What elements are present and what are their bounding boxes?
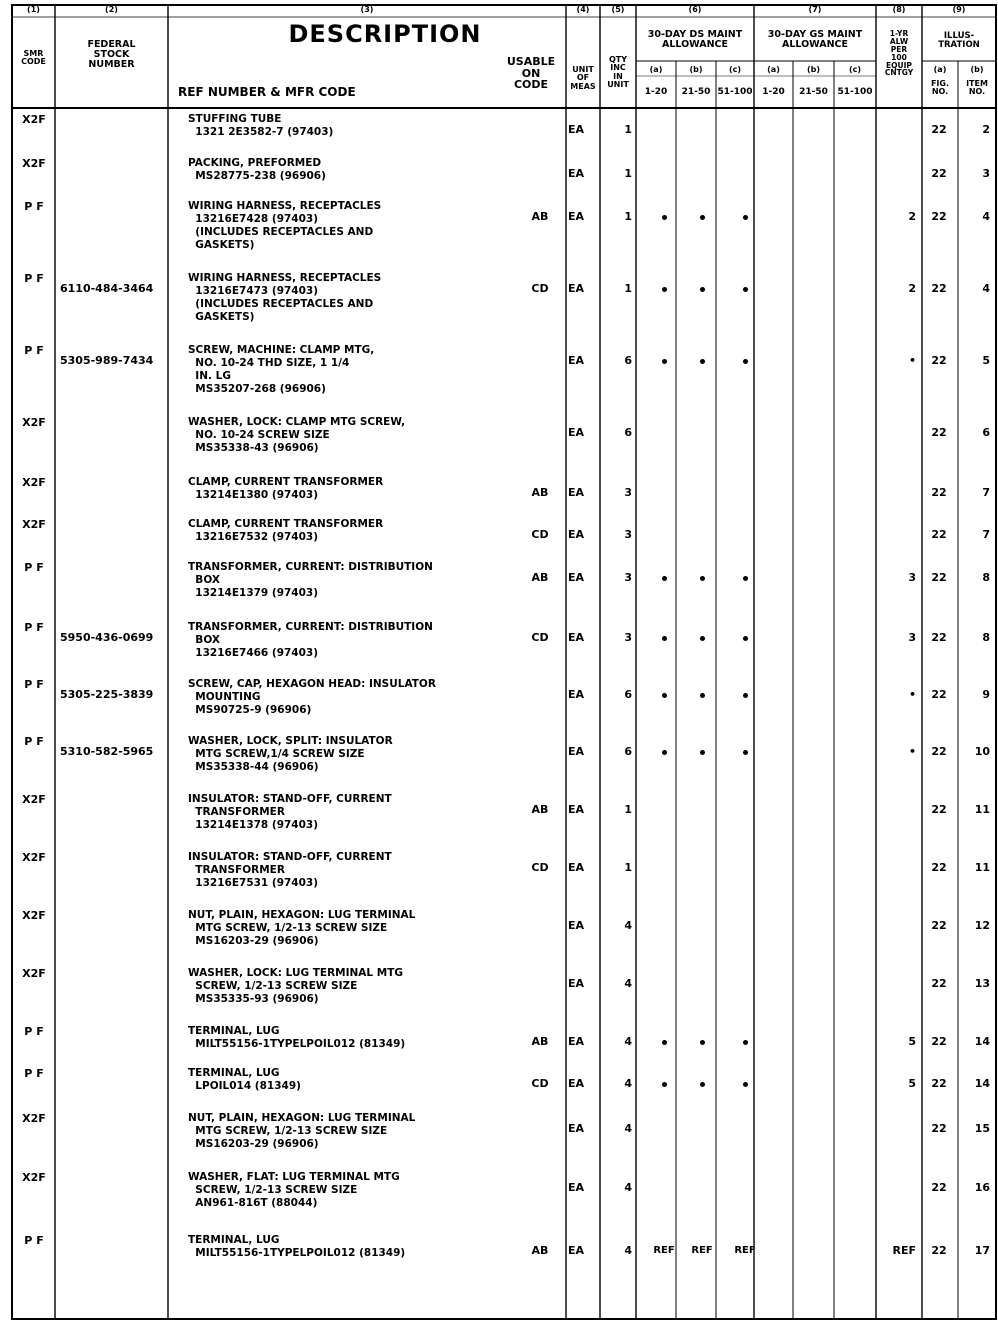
- figure-number: 22: [931, 167, 947, 180]
- smr-code: X2F: [22, 793, 46, 806]
- item-description: TERMINAL, LUG MILT55156-1TYPELPOIL012 (81349): [188, 1025, 406, 1050]
- item-number: 15: [974, 1122, 990, 1135]
- smr-code: P F: [24, 1025, 44, 1038]
- ds-allowance-a-dot: [662, 359, 667, 364]
- gs-range-c: 51-100: [837, 87, 873, 97]
- item-description: WIRING HARNESS, RECEPTACLES 13216E7473 (97403) (INCLUDES RECEPTACLES AND GASKETS): [188, 272, 382, 323]
- usable-on-code: AB: [531, 1244, 549, 1257]
- figure-number: 22: [931, 571, 947, 584]
- qty-inc-in-unit: 4: [624, 1077, 632, 1090]
- yr-alw-header: 1-YR ALW PER 100 EQUIP CNTGY: [884, 29, 914, 78]
- federal-stock-number: 5310-582-5965: [60, 745, 154, 758]
- ds-allowance-c-dot: [743, 693, 748, 698]
- col-num-4: (4): [576, 5, 590, 14]
- ds-allowance-b-dot: [700, 215, 705, 220]
- usable-on-code: AB: [531, 486, 549, 499]
- figure-number: 22: [931, 688, 947, 701]
- figure-number: 22: [931, 282, 947, 295]
- item-number: 13: [974, 977, 990, 990]
- qty-inc-header: QTY INC IN UNIT: [607, 55, 629, 90]
- smr-code: P F: [24, 561, 44, 574]
- unit-of-measure: EA: [568, 282, 585, 295]
- qty-inc-in-unit: 1: [624, 861, 632, 874]
- item-number: 4: [982, 210, 990, 223]
- ds-allowance-c-dot: [743, 576, 748, 581]
- yr-allowance: •: [908, 354, 916, 367]
- qty-inc-in-unit: 1: [624, 803, 632, 816]
- federal-stock-number-header: FEDERAL STOCK NUMBER: [87, 39, 136, 70]
- figure-number: 22: [931, 528, 947, 541]
- ds-allowance-b-dot: [700, 287, 705, 292]
- smr-code: P F: [24, 344, 44, 357]
- yr-allowance: 2: [908, 210, 916, 223]
- ds-range-b: 21-50: [681, 87, 711, 97]
- item-description: WASHER, FLAT: LUG TERMINAL MTG SCREW, 1/2-13 SCREW SIZE AN961-816T (88044): [188, 1171, 400, 1209]
- item-no-header: ITEM NO.: [966, 79, 988, 97]
- smr-code-header: SMR CODE: [21, 49, 46, 67]
- unit-of-measure: EA: [568, 167, 585, 180]
- illustration-header: ILLUS- TRATION: [938, 31, 980, 50]
- ds-allowance-b-dot: [700, 636, 705, 641]
- col-num-3: (3): [360, 5, 374, 14]
- ds-allowance-b-dot: [700, 1040, 705, 1045]
- ds-allowance-a-dot: [662, 1082, 667, 1087]
- smr-code: X2F: [22, 416, 46, 429]
- federal-stock-number: 5305-225-3839: [60, 688, 154, 701]
- item-description: INSULATOR: STAND-OFF, CURRENT TRANSFORMER 13216E7531 (97403): [188, 851, 392, 889]
- ds-sub-a: (a): [649, 65, 663, 74]
- ds-allowance-c-dot: [743, 359, 748, 364]
- col-num-5: (5): [611, 5, 625, 14]
- usable-on-code: CD: [531, 631, 549, 644]
- item-description: STUFFING TUBE 1321 2E3582-7 (97403): [188, 113, 334, 138]
- qty-inc-in-unit: 1: [624, 167, 632, 180]
- ds-allowance-a-dot: [662, 636, 667, 641]
- ds-allowance-b: REF: [691, 1245, 713, 1256]
- unit-of-measure: EA: [568, 354, 585, 367]
- qty-inc-in-unit: 6: [624, 688, 632, 701]
- unit-of-measure: EA: [568, 1077, 585, 1090]
- item-description: SCREW, MACHINE: CLAMP MTG, NO. 10-24 THD SIZE, 1 1/4 IN. LG MS35207-268 (96906): [188, 344, 375, 395]
- unit-of-measure: EA: [568, 1122, 585, 1135]
- smr-code: X2F: [22, 113, 46, 126]
- usable-on-code: CD: [531, 528, 549, 541]
- qty-inc-in-unit: 4: [624, 1181, 632, 1194]
- gs-sub-b: (b): [806, 65, 821, 74]
- yr-allowance: REF: [892, 1244, 916, 1257]
- figure-number: 22: [931, 1122, 947, 1135]
- unit-of-measure: EA: [568, 745, 585, 758]
- ds-sub-c: (c): [728, 65, 742, 74]
- federal-stock-number: 5305-989-7434: [60, 354, 154, 367]
- item-description: TERMINAL, LUG LPOIL014 (81349): [188, 1067, 301, 1092]
- gs-sub-c: (c): [848, 65, 862, 74]
- ref-number-header: REF NUMBER & MFR CODE: [178, 85, 356, 99]
- item-number: 7: [982, 486, 990, 499]
- item-number: 6: [982, 426, 990, 439]
- qty-inc-in-unit: 3: [624, 486, 632, 499]
- ds-allowance-a-dot: [662, 576, 667, 581]
- figure-number: 22: [931, 1244, 947, 1257]
- figure-number: 22: [931, 354, 947, 367]
- unit-of-meas-header: UNIT OF MEAS: [570, 65, 596, 91]
- smr-code: P F: [24, 678, 44, 691]
- unit-of-measure: EA: [568, 1181, 585, 1194]
- unit-of-measure: EA: [568, 631, 585, 644]
- figure-number: 22: [931, 919, 947, 932]
- smr-code: P F: [24, 1234, 44, 1247]
- ds-allowance-b-dot: [700, 693, 705, 698]
- yr-allowance: 2: [908, 282, 916, 295]
- item-description: TRANSFORMER, CURRENT: DISTRIBUTION BOX 13214E1379 (97403): [188, 561, 433, 599]
- ds-allowance-a-dot: [662, 287, 667, 292]
- qty-inc-in-unit: 3: [624, 631, 632, 644]
- item-description: PACKING, PREFORMED MS28775-238 (96906): [188, 157, 326, 182]
- smr-code: P F: [24, 1067, 44, 1080]
- unit-of-measure: EA: [568, 803, 585, 816]
- item-number: 16: [974, 1181, 990, 1194]
- usable-on-code: CD: [531, 282, 549, 295]
- smr-code: X2F: [22, 518, 46, 531]
- yr-allowance: 5: [908, 1077, 916, 1090]
- col-num-7: (7): [808, 5, 822, 14]
- ds-allowance-c-dot: [743, 1040, 748, 1045]
- unit-of-measure: EA: [568, 977, 585, 990]
- item-description: NUT, PLAIN, HEXAGON: LUG TERMINAL MTG SCREW, 1/2-13 SCREW SIZE MS16203-29 (96906): [188, 1112, 416, 1150]
- item-number: 11: [974, 861, 990, 874]
- col-num-2: (2): [105, 5, 118, 14]
- ds-allowance-a-dot: [662, 750, 667, 755]
- unit-of-measure: EA: [568, 123, 585, 136]
- figure-number: 22: [931, 486, 947, 499]
- figure-number: 22: [931, 861, 947, 874]
- figure-number: 22: [931, 631, 947, 644]
- item-number: 12: [974, 919, 990, 932]
- smr-code: X2F: [22, 1171, 46, 1184]
- item-number: 2: [982, 123, 990, 136]
- usable-on-code: AB: [531, 571, 549, 584]
- yr-allowance: •: [908, 688, 916, 701]
- unit-of-measure: EA: [568, 861, 585, 874]
- ds-allowance-b-dot: [700, 750, 705, 755]
- col-num-8: (8): [892, 5, 906, 14]
- item-description: TRANSFORMER, CURRENT: DISTRIBUTION BOX 13216E7466 (97403): [188, 621, 433, 659]
- gs-range-a: 1-20: [762, 87, 785, 97]
- smr-code: X2F: [22, 157, 46, 170]
- item-number: 14: [974, 1035, 990, 1048]
- yr-allowance: •: [908, 745, 916, 758]
- qty-inc-in-unit: 4: [624, 977, 632, 990]
- usable-on-code-header: USABLE ON CODE: [506, 55, 556, 92]
- federal-stock-number: 6110-484-3464: [60, 282, 154, 295]
- item-number: 3: [982, 167, 990, 180]
- figure-number: 22: [931, 426, 947, 439]
- unit-of-measure: EA: [568, 426, 585, 439]
- item-description: WIRING HARNESS, RECEPTACLES 13216E7428 (97403) (INCLUDES RECEPTACLES AND GASKETS): [188, 200, 382, 251]
- usable-on-code: AB: [531, 210, 549, 223]
- qty-inc-in-unit: 3: [624, 528, 632, 541]
- figure-number: 22: [931, 745, 947, 758]
- qty-inc-in-unit: 6: [624, 426, 632, 439]
- ds-allowance-c-dot: [743, 636, 748, 641]
- qty-inc-in-unit: 3: [624, 571, 632, 584]
- ds-allowance-b-dot: [700, 359, 705, 364]
- figure-number: 22: [931, 123, 947, 136]
- ds-allowance-c: REF: [734, 1245, 756, 1256]
- qty-inc-in-unit: 4: [624, 1035, 632, 1048]
- usable-on-code: CD: [531, 1077, 549, 1090]
- col-num-9: (9): [952, 5, 966, 14]
- yr-allowance: 5: [908, 1035, 916, 1048]
- ds-allowance-c-dot: [743, 215, 748, 220]
- item-number: 8: [982, 571, 990, 584]
- unit-of-measure: EA: [568, 210, 585, 223]
- item-description: CLAMP, CURRENT TRANSFORMER 13214E1380 (97403): [188, 476, 384, 501]
- smr-code: P F: [24, 200, 44, 213]
- yr-allowance: 3: [908, 571, 916, 584]
- qty-inc-in-unit: 1: [624, 123, 632, 136]
- fig-no-header: FIG. NO.: [930, 79, 950, 97]
- item-sub-b: (b): [970, 65, 984, 74]
- item-number: 9: [982, 688, 990, 701]
- smr-code: X2F: [22, 909, 46, 922]
- figure-number: 22: [931, 1035, 947, 1048]
- qty-inc-in-unit: 4: [624, 1244, 632, 1257]
- ds-sub-b: (b): [689, 65, 703, 74]
- qty-inc-in-unit: 4: [624, 919, 632, 932]
- ds-allowance-c-dot: [743, 1082, 748, 1087]
- usable-on-code: CD: [531, 861, 549, 874]
- item-number: 10: [974, 745, 990, 758]
- figure-number: 22: [931, 1181, 947, 1194]
- ds-allowance-header: 30-DAY DS MAINT ALLOWANCE: [647, 29, 743, 50]
- item-description: WASHER, LOCK: LUG TERMINAL MTG SCREW, 1/2-13 SCREW SIZE MS35335-93 (96906): [188, 967, 404, 1005]
- item-description: WASHER, LOCK, SPLIT: INSULATOR MTG SCREW,1/4 SCREW SIZE MS35338-44 (96906): [188, 735, 393, 773]
- smr-code: P F: [24, 621, 44, 634]
- item-description: CLAMP, CURRENT TRANSFORMER 13216E7532 (97403): [188, 518, 384, 543]
- smr-code: X2F: [22, 1112, 46, 1125]
- figure-number: 22: [931, 210, 947, 223]
- usable-on-code: AB: [531, 803, 549, 816]
- item-description: NUT, PLAIN, HEXAGON: LUG TERMINAL MTG SCREW, 1/2-13 SCREW SIZE MS16203-29 (96906): [188, 909, 416, 947]
- ds-allowance-a: REF: [653, 1245, 675, 1256]
- item-description: INSULATOR: STAND-OFF, CURRENT TRANSFORMER 13214E1378 (97403): [188, 793, 392, 831]
- qty-inc-in-unit: 6: [624, 354, 632, 367]
- qty-inc-in-unit: 6: [624, 745, 632, 758]
- col-num-1: (1): [27, 5, 40, 14]
- unit-of-measure: EA: [568, 919, 585, 932]
- ds-range-c: 51-100: [717, 87, 753, 97]
- qty-inc-in-unit: 1: [624, 210, 632, 223]
- item-number: 5: [982, 354, 990, 367]
- ds-allowance-b-dot: [700, 1082, 705, 1087]
- item-number: 7: [982, 528, 990, 541]
- item-description: WASHER, LOCK: CLAMP MTG SCREW, NO. 10-24 SCREW SIZE MS35338-43 (96906): [188, 416, 406, 454]
- unit-of-measure: EA: [568, 528, 585, 541]
- ds-allowance-a-dot: [662, 215, 667, 220]
- figure-number: 22: [931, 803, 947, 816]
- ds-range-a: 1-20: [644, 87, 668, 97]
- ds-allowance-a-dot: [662, 693, 667, 698]
- gs-allowance-header: 30-DAY GS MAINT ALLOWANCE: [767, 29, 863, 50]
- qty-inc-in-unit: 1: [624, 282, 632, 295]
- item-number: 8: [982, 631, 990, 644]
- gs-range-b: 21-50: [799, 87, 828, 97]
- smr-code: X2F: [22, 851, 46, 864]
- smr-code: X2F: [22, 476, 46, 489]
- figure-number: 22: [931, 977, 947, 990]
- figure-number: 22: [931, 1077, 947, 1090]
- smr-code: P F: [24, 272, 44, 285]
- ds-allowance-c-dot: [743, 750, 748, 755]
- item-number: 14: [974, 1077, 990, 1090]
- fig-sub-a: (a): [933, 65, 947, 74]
- smr-code: X2F: [22, 967, 46, 980]
- federal-stock-number: 5950-436-0699: [60, 631, 154, 644]
- col-num-6: (6): [688, 5, 702, 14]
- item-description: TERMINAL, LUG MILT55156-1TYPELPOIL012 (81349): [188, 1234, 406, 1259]
- usable-on-code: AB: [531, 1035, 549, 1048]
- unit-of-measure: EA: [568, 571, 585, 584]
- gs-sub-a: (a): [767, 65, 780, 74]
- ds-allowance-c-dot: [743, 287, 748, 292]
- unit-of-measure: EA: [568, 688, 585, 701]
- unit-of-measure: EA: [568, 1035, 585, 1048]
- ds-allowance-b-dot: [700, 576, 705, 581]
- unit-of-measure: EA: [568, 1244, 585, 1257]
- yr-allowance: 3: [908, 631, 916, 644]
- item-number: 11: [974, 803, 990, 816]
- qty-inc-in-unit: 4: [624, 1122, 632, 1135]
- item-number: 4: [982, 282, 990, 295]
- unit-of-measure: EA: [568, 486, 585, 499]
- item-number: 17: [974, 1244, 990, 1257]
- ds-allowance-a-dot: [662, 1040, 667, 1045]
- smr-code: P F: [24, 735, 44, 748]
- item-description: SCREW, CAP, HEXAGON HEAD: INSULATOR MOUNTING MS90725-9 (96906): [188, 678, 436, 716]
- description-header: DESCRIPTION: [288, 20, 482, 48]
